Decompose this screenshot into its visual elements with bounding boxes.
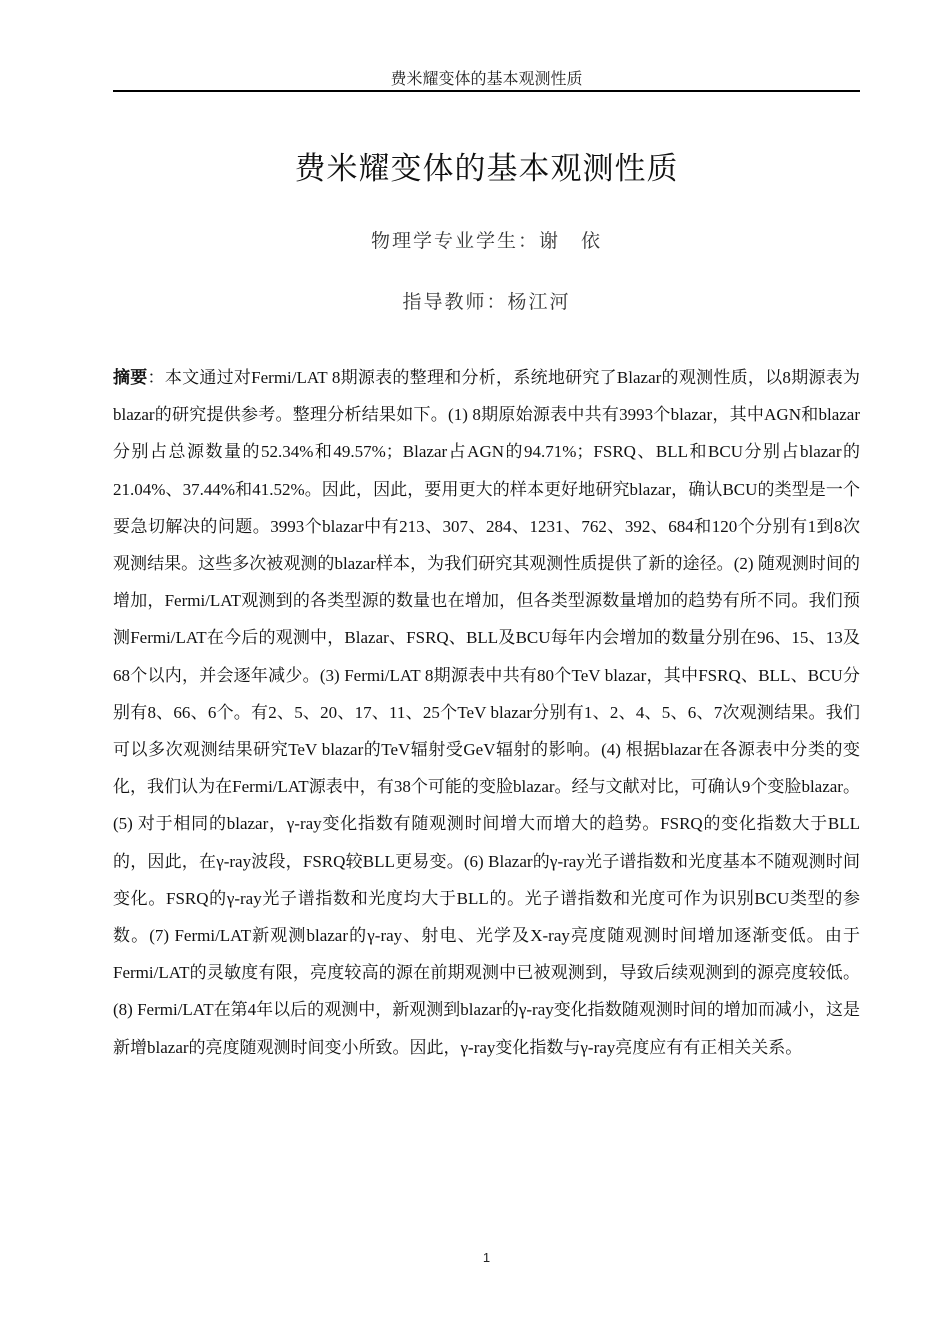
running-header: 费米耀变体的基本观测性质: [390, 69, 583, 88]
header-rule: [113, 90, 860, 92]
abstract: [113, 359, 860, 1066]
abstract-label: 摘要: [113, 368, 148, 387]
advisor-line: 指导教师：杨江河: [402, 291, 571, 313]
author-line: 物理学专业学生：谢 依: [370, 230, 602, 252]
abstract-text: ：本文通过对Fermi/LAT 8期源表的整理和分析，系统地研究了Blazar的观测性质，以8期源表为blazar的研究提供参考。整理分析结果如下。(1) 8期原始源表中共有3993个blazar，其中AGN和blazar分别占总源数量的52.34%和49.57%；Blazar占AGN的94.71%；FSRQ、BLL和BCU分别占blazar的21.04%、37.44%和41.52%。因此，因此，要用更大的样本更好地研究blazar，确认BCU的类型是一个要急切解决的问题。3993个blazar中有213、307、284、1231、762、392、684和120个分别有1到8次观测结果。这些多次被观测的blazar样本，为我们研究其观测性质提供了新的途径。(2) 随观测时间的增加，Fermi/LAT观测到的各类型源的数量也在增加，但各类型源数量增加的趋势有所不同。我们预测Fermi/LAT在今后的观测中，Blazar、FSRQ、BLL及BCU每年内会增加的数量分别在96、15、13及68个以内，并会逐年减少。(3) Fermi/LAT 8期源表中共有80个TeV blazar，其中FSRQ、BLL、BCU分别有8、66、6个。有2、5、20、17、11、25个TeV blazar分别有1、2、4、5、6、7次观测结果。我们可以多次观测结果研究TeV blazar的TeV辐射受GeV辐射的影响。(4) 根据blazar在各源表中分类的变化，我们认为在Fermi/LAT源表中，有38个可能的变脸blazar。经与文献对比，可确认9个变脸blazar。(5) 对于相同的blazar，γ-ray变化指数有随观测时间增大而增大的趋势。FSRQ的变化指数大于BLL的，因此，在γ-ray波段，FSRQ较BLL更易变。(6) Blazar的γ-ray光子谱指数和光度基本不随观测时间变化。FSRQ的γ-ray光子谱指数和光度均大于BLL的。光子谱指数和光度可作为识别BCU类型的参数。(7) Fermi/LAT新观测blazar的γ-ray、射电、光学及X-ray亮度随观测时间增加逐渐变低。由于Fermi/LAT的灵敏度有限，亮度较高的源在前期观测中已被观测到，导致后续观测到的源亮度较低。(8) Fermi/LAT在第4年以后的观测中，新观测到blazar的γ-ray变化指数随观测时间的增加而减小，这是新增blazar的亮度随观测时间变小所致。因此，γ-ray变化指数与γ-ray亮度应有有正相关关系。: [113, 368, 861, 1057]
page-number: 1: [482, 1250, 491, 1265]
paper-title: 费米耀变体的基本观测性质: [294, 151, 679, 187]
